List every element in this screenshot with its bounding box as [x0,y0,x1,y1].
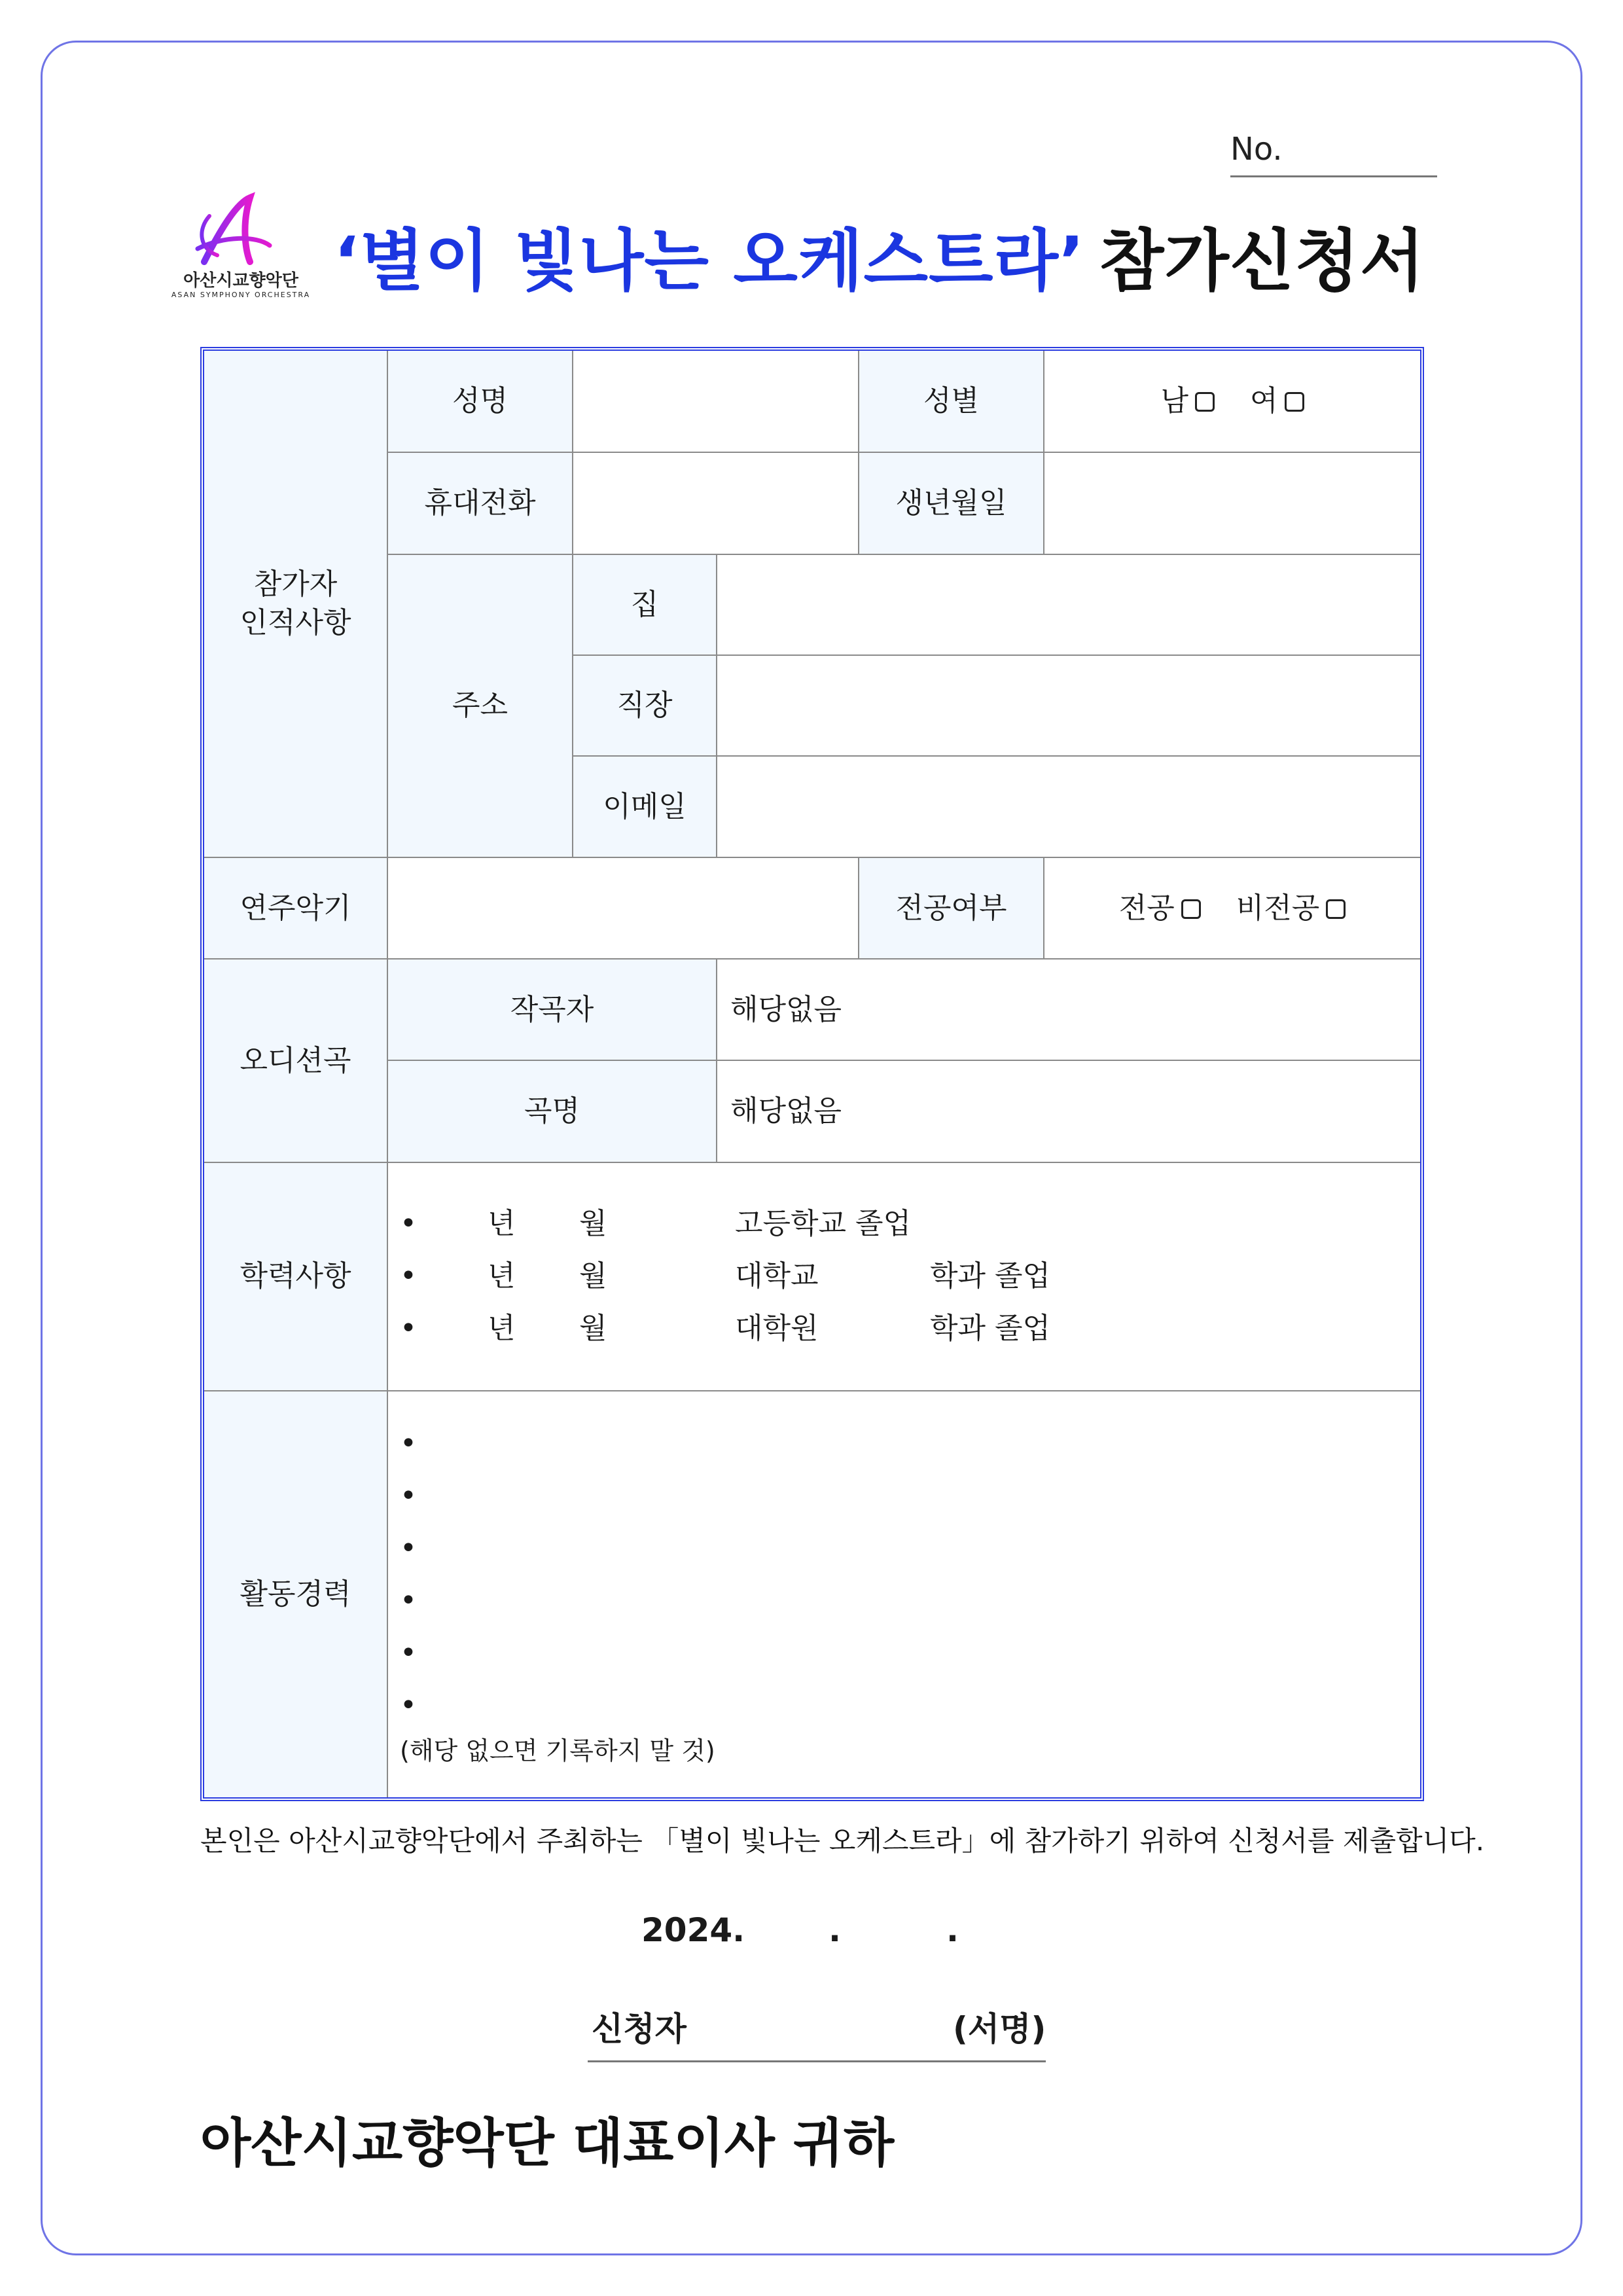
education-dept-label: 학과 졸업 [930,1312,1051,1346]
major-yes-label: 전공 [1118,891,1175,925]
gender-male-label: 남 [1160,384,1188,418]
email-field[interactable] [717,756,1420,857]
activity-note: (해당 없으면 기록하지 말 것) [400,1736,715,1765]
signature-label: (서명) [953,2010,1046,2048]
logo-text-korean: 아산시교향악단 [183,271,298,291]
phone-label: 휴대전화 [387,452,573,554]
name-field[interactable] [573,351,859,452]
gender-female-label: 여 [1250,384,1278,418]
gender-female-checkbox[interactable] [1285,392,1304,412]
gender-field [1044,351,1420,452]
gender-male-checkbox[interactable] [1195,392,1215,412]
activity-label: 활동경력 [204,1391,387,1797]
major-no-label: 비전공 [1236,891,1320,925]
education-bullet: • [400,1259,417,1293]
education-year-label: 년 [488,1259,516,1293]
education-school-label: 대학교 [735,1259,819,1293]
logo-text-english: ASAN SYMPHONY ORCHESTRA [171,291,311,299]
activity-bullet: • [400,1636,417,1670]
phone-field[interactable] [573,452,859,554]
date-month-dot: . [829,1911,841,1949]
audition-label: 오디션곡 [204,959,387,1162]
email-label: 이메일 [573,756,717,857]
section-personal-label: 참가자 인적사항 [204,351,387,857]
education-school-label: 고등학교 졸업 [735,1207,912,1241]
document-number-line[interactable] [1230,175,1437,177]
page-title [334,208,1425,304]
activity-bullet: • [400,1531,417,1565]
address-label: 주소 [387,554,573,857]
activity-bullet: • [400,1688,417,1722]
piece-label: 곡명 [387,1060,717,1162]
major-field [1044,857,1420,959]
birth-label: 생년월일 [859,452,1044,554]
date-year: 2024. [641,1911,745,1949]
form-table [204,351,1420,1797]
education-row [388,1198,1420,1250]
education-label: 학력사항 [204,1162,387,1391]
composer-field[interactable]: 해당없음 [717,959,1420,1060]
education-year-label: 년 [488,1312,516,1346]
signature-line[interactable] [588,2060,1046,2062]
application-statement: 본인은 아산시교향악단에서 주최하는 「별이 빛나는 오케스트라」에 참가하기 위하여 신청서를 제출합니다. [200,1825,1485,1857]
activity-bullet: • [400,1479,417,1513]
education-bullet: • [400,1312,417,1346]
activity-bullet: • [400,1583,417,1617]
major-label: 전공여부 [859,857,1044,959]
gender-label: 성별 [859,351,1044,452]
document-number-label: No. [1230,131,1283,168]
instrument-field[interactable] [387,857,859,959]
major-no-checkbox[interactable] [1326,899,1346,919]
home-address-field[interactable] [717,554,1420,655]
application-form [200,347,1424,1801]
date-day-dot: . [946,1911,959,1949]
education-row [388,1250,1420,1302]
education-bullet: • [400,1207,417,1241]
name-label: 성명 [387,351,573,452]
activity-field[interactable] [387,1391,1420,1797]
education-month-label: 월 [579,1312,607,1346]
education-dept-label: 학과 졸업 [930,1259,1051,1293]
instrument-label: 연주악기 [204,857,387,959]
activity-bullet: • [400,1426,417,1460]
education-row [388,1302,1420,1355]
education-year-label: 년 [488,1207,516,1241]
education-field[interactable] [387,1162,1420,1391]
piece-field[interactable]: 해당없음 [717,1060,1420,1162]
composer-label: 작곡자 [387,959,717,1060]
title-event-name: ‘별이 빛나는 오케스트라’ [334,223,1085,300]
major-yes-checkbox[interactable] [1181,899,1201,919]
birth-field[interactable] [1044,452,1420,554]
work-address-field[interactable] [717,655,1420,756]
work-address-label: 직장 [573,655,717,756]
addressee: 아산시교향악단 대표이사 귀하 [200,2113,895,2174]
title-form-name: 참가신청서 [1099,223,1425,300]
education-school-label: 대학원 [735,1312,819,1346]
education-month-label: 월 [579,1207,607,1241]
home-address-label: 집 [573,554,717,655]
education-month-label: 월 [579,1259,607,1293]
applicant-label: 신청자 [592,2010,687,2048]
